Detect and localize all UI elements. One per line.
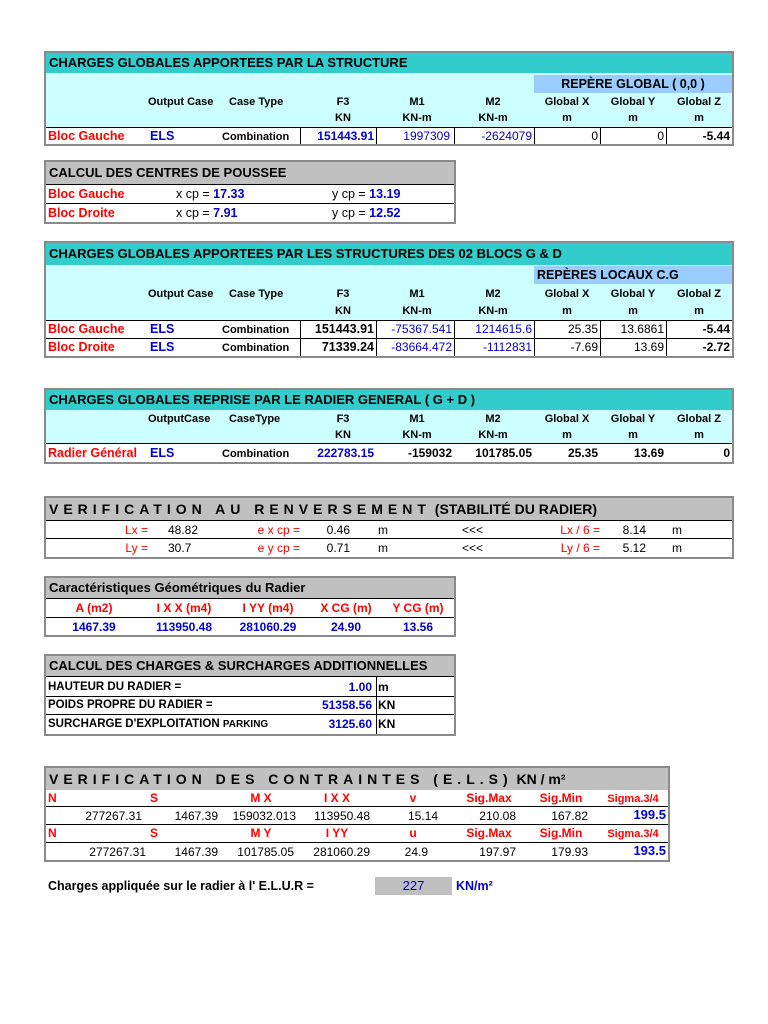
- unit-gz: m: [694, 305, 704, 317]
- unit: m: [672, 523, 682, 537]
- row-name: Bloc Gauche: [48, 322, 125, 336]
- row-name: Radier Général: [48, 446, 137, 460]
- row-m1: -83664.472: [391, 340, 452, 354]
- unit-f3: KN: [335, 429, 351, 441]
- repere-label: REPÈRE GLOBAL ( 0,0 ): [534, 75, 732, 93]
- row-output-case: ELS: [150, 340, 175, 354]
- unit-m2: KN-m: [478, 429, 508, 441]
- ly6-value: 5.12: [622, 541, 646, 555]
- col-f3: F3: [336, 288, 350, 300]
- lx-value: 48.82: [168, 523, 199, 537]
- col-case-type: Case Type: [229, 96, 284, 108]
- col-f3: F3: [336, 413, 350, 425]
- x-value: 17.33: [213, 187, 245, 201]
- col-ycg: Y CG (m): [392, 601, 444, 615]
- section-title: CALCUL DES CENTRES DE POUSSEE: [46, 162, 454, 184]
- col-sigmin: Sig.Min: [539, 791, 583, 805]
- val-sigmax: 197.97: [479, 845, 516, 859]
- val-mx: 159032.013: [232, 809, 296, 823]
- val-u: 24.9: [404, 845, 428, 859]
- row-m2: -1112831: [483, 340, 532, 354]
- unit-gz: m: [694, 112, 704, 124]
- val-ixx: 113950.48: [155, 620, 213, 634]
- row-case-type: Combination: [222, 342, 290, 354]
- row-m1: -75367.541: [391, 322, 452, 336]
- col-my: M Y: [250, 826, 272, 840]
- val-iyy: 281060.29: [239, 620, 297, 634]
- unit-m1: KN-m: [402, 305, 432, 317]
- row-output-case: ELS: [150, 129, 175, 143]
- row-gz: -2.72: [702, 340, 730, 354]
- unit: m: [672, 541, 682, 555]
- row-value: 3125.60: [328, 717, 372, 731]
- eycp-value: 0.71: [326, 541, 350, 555]
- col-global-y: Global Y: [610, 96, 656, 108]
- y-label: y cp = 12.52: [332, 206, 401, 220]
- val-s: 1467.39: [174, 845, 218, 859]
- row-m1: 1997309: [403, 129, 450, 143]
- val-n: 277267.31: [85, 809, 142, 823]
- col-global-x: Global X: [544, 413, 590, 425]
- x-label: x cp = 17.33: [176, 187, 245, 201]
- section-verification-renversement: [44, 496, 734, 559]
- col-m1: M1: [409, 288, 425, 300]
- excp-label: e x cp =: [257, 523, 300, 537]
- unit: m: [378, 523, 388, 537]
- row-label-small: PARKING: [222, 719, 269, 730]
- row-f3: 151443.91: [317, 129, 374, 143]
- col-f3: F3: [336, 96, 350, 108]
- col-case-type: CaseType: [229, 413, 281, 425]
- col-global-z: Global Z: [677, 96, 721, 108]
- row-case-type: Combination: [222, 324, 290, 336]
- row-gx: 25.35: [567, 446, 598, 460]
- row-f3: 71339.24: [321, 340, 374, 354]
- y-label: y cp = 13.19: [332, 187, 401, 201]
- x-label: x cp = 7.91: [176, 206, 238, 220]
- row-gx: 0: [591, 129, 598, 143]
- col-sigmin: Sig.Min: [539, 826, 583, 840]
- elur-value: 227: [375, 877, 452, 895]
- ly6-label: Ly / 6 =: [560, 541, 600, 555]
- col-iyy: I YY: [325, 826, 349, 840]
- val-sigma34: 199.5: [633, 807, 666, 822]
- section-caracteristiques: [44, 576, 456, 637]
- section-charges-structure: [44, 51, 734, 146]
- x-value: 7.91: [213, 206, 238, 220]
- ly-label: Ly =: [125, 541, 148, 555]
- row-case-type: Combination: [222, 131, 290, 143]
- unit: m: [378, 541, 388, 555]
- section-title: CHARGES GLOBALES REPRISE PAR LE RADIER GENERAL ( G + D ): [46, 390, 732, 410]
- col-case-type: Case Type: [229, 288, 284, 300]
- elur-label: Charges appliquée sur le radier à l' E.L.U.R =: [48, 879, 314, 893]
- excp-value: 0.46: [326, 523, 350, 537]
- unit-m2: KN-m: [478, 112, 508, 124]
- row-gz: -5.44: [702, 322, 730, 336]
- val-sigmax: 210.08: [479, 809, 516, 823]
- row-name: Bloc Droite: [48, 340, 115, 354]
- row-label: POIDS PROPRE DU RADIER =: [48, 699, 213, 711]
- val-xcg: 24.90: [330, 620, 362, 634]
- col-global-y: Global Y: [610, 288, 656, 300]
- y-value: 13.19: [369, 187, 401, 201]
- unit-m2: KN-m: [478, 305, 508, 317]
- col-area: A (m2): [75, 601, 113, 615]
- row-m2: 1214615.6: [475, 322, 532, 336]
- col-sigma34: Sigma.3/4: [607, 828, 659, 840]
- col-global-y: Global Y: [610, 413, 656, 425]
- section-title: CALCUL DES CHARGES & SURCHARGES ADDITIONNELLES: [46, 656, 454, 676]
- col-m2: M2: [485, 96, 501, 108]
- col-m2: M2: [485, 288, 501, 300]
- col-ixx: I X X: [323, 791, 350, 805]
- section-title: VERIFICATION AU RENVERSEMENT (STABILITÉ DU RADIER): [46, 498, 732, 520]
- val-ycg: 13.56: [402, 620, 434, 634]
- comparison: <<<: [462, 523, 484, 537]
- section-title: Caractéristiques Géométriques du Radier: [46, 578, 454, 598]
- section-charges-surcharges: [44, 654, 456, 736]
- section-centres-poussee: [44, 160, 456, 224]
- row-unit: KN: [378, 717, 396, 731]
- col-global-z: Global Z: [677, 288, 721, 300]
- row-name: Bloc Gauche: [48, 187, 125, 201]
- col-s: S: [150, 826, 159, 840]
- val-my: 101785.05: [237, 845, 294, 859]
- row-name: Bloc Droite: [48, 206, 115, 220]
- section-charges-radier: [44, 388, 734, 464]
- unit-gx: m: [562, 429, 572, 441]
- col-sigmax: Sig.Max: [466, 791, 512, 805]
- val-sigmin: 167.82: [551, 809, 588, 823]
- unit-gx: m: [562, 112, 572, 124]
- row-label: HAUTEUR DU RADIER =: [48, 681, 182, 693]
- val-v: 15.14: [407, 809, 438, 823]
- col-v: v: [409, 791, 417, 805]
- row-gy: 13.69: [633, 446, 664, 460]
- col-n: N: [48, 826, 57, 840]
- y-value: 12.52: [369, 206, 401, 220]
- col-sigmax: Sig.Max: [466, 826, 512, 840]
- col-output-case: OutputCase: [148, 413, 211, 425]
- val-iyy: 281060.29: [313, 845, 370, 859]
- lx-label: Lx =: [124, 523, 148, 537]
- row-gy: 0: [657, 129, 664, 143]
- val-area: 1467.39: [72, 620, 116, 634]
- unit-gy: m: [628, 112, 638, 124]
- col-iyy: I YY (m4): [242, 601, 294, 615]
- col-u: u: [409, 826, 417, 840]
- row-gz: 0: [723, 446, 730, 460]
- row-gx: 25.35: [567, 322, 598, 336]
- section-title: CHARGES GLOBALES APPORTEES PAR LA STRUCTURE: [46, 53, 732, 73]
- row-label: SURCHARGE D'EXPLOITATION PARKING: [48, 718, 269, 730]
- section-title: CHARGES GLOBALES APPORTEES PAR LES STRUCTURES DES 02 BLOCS G & D: [46, 243, 732, 265]
- row-case-type: Combination: [222, 448, 290, 460]
- row-name: Bloc Gauche: [48, 129, 125, 143]
- row-gx: -7.69: [570, 340, 598, 354]
- unit-gx: m: [562, 305, 572, 317]
- col-sigma34: Sigma.3/4: [607, 793, 659, 805]
- unit-gy: m: [628, 305, 638, 317]
- col-m1: M1: [409, 413, 425, 425]
- lx6-label: Lx / 6 =: [560, 523, 600, 537]
- col-s: S: [150, 791, 159, 805]
- val-sigmin: 179.93: [551, 845, 588, 859]
- lx6-value: 8.14: [622, 523, 646, 537]
- row-value: 1.00: [348, 680, 372, 694]
- eycp-label: e y cp =: [257, 541, 300, 555]
- comparison: <<<: [462, 541, 484, 555]
- col-output-case: Output Case: [148, 288, 214, 300]
- val-n: 277267.31: [89, 845, 146, 859]
- val-ixx: 113950.48: [314, 809, 370, 823]
- repere-label: REPÈRES LOCAUX C.G: [534, 266, 732, 284]
- row-f3: 222783.15: [317, 446, 374, 460]
- row-unit: KN: [378, 698, 396, 712]
- unit-f3: KN: [335, 112, 351, 124]
- col-m1: M1: [409, 96, 425, 108]
- unit-gy: m: [628, 429, 638, 441]
- row-f3: 151443.91: [314, 322, 374, 336]
- row-unit: m: [378, 680, 389, 694]
- row-gy: 13.69: [633, 340, 664, 354]
- col-ixx: I X X (m4): [156, 601, 212, 615]
- row-output-case: ELS: [150, 322, 175, 336]
- row-m2: -2624079: [481, 129, 532, 143]
- col-xcg: X CG (m): [320, 601, 372, 615]
- section-charges-blocs: [44, 241, 734, 358]
- col-global-x: Global X: [544, 96, 590, 108]
- row-m1: -159032: [407, 446, 452, 460]
- row-m2: 101785.05: [475, 446, 532, 460]
- col-n: N: [48, 791, 57, 805]
- elur-unit: KN/m²: [456, 879, 493, 893]
- val-sigma34: 193.5: [633, 843, 666, 858]
- row-gy: 13.6861: [620, 322, 664, 336]
- ly-value: 30.7: [168, 541, 192, 555]
- col-global-x: Global X: [544, 288, 590, 300]
- col-global-z: Global Z: [677, 413, 721, 425]
- row-gz: -5.44: [702, 129, 730, 143]
- col-output-case: Output Case: [148, 96, 214, 108]
- unit-gz: m: [694, 429, 704, 441]
- unit-m1: KN-m: [402, 112, 432, 124]
- col-mx: M X: [250, 791, 272, 805]
- val-s: 1467.39: [174, 809, 218, 823]
- col-m2: M2: [485, 413, 501, 425]
- row-value: 51358.56: [321, 698, 372, 712]
- unit-f3: KN: [335, 305, 351, 317]
- section-title: VERIFICATION DES CONTRAINTES (E.L.S) KN / m²: [46, 768, 668, 790]
- unit-m1: KN-m: [402, 429, 432, 441]
- row-output-case: ELS: [150, 446, 175, 460]
- section-verification-contraintes: [44, 766, 670, 862]
